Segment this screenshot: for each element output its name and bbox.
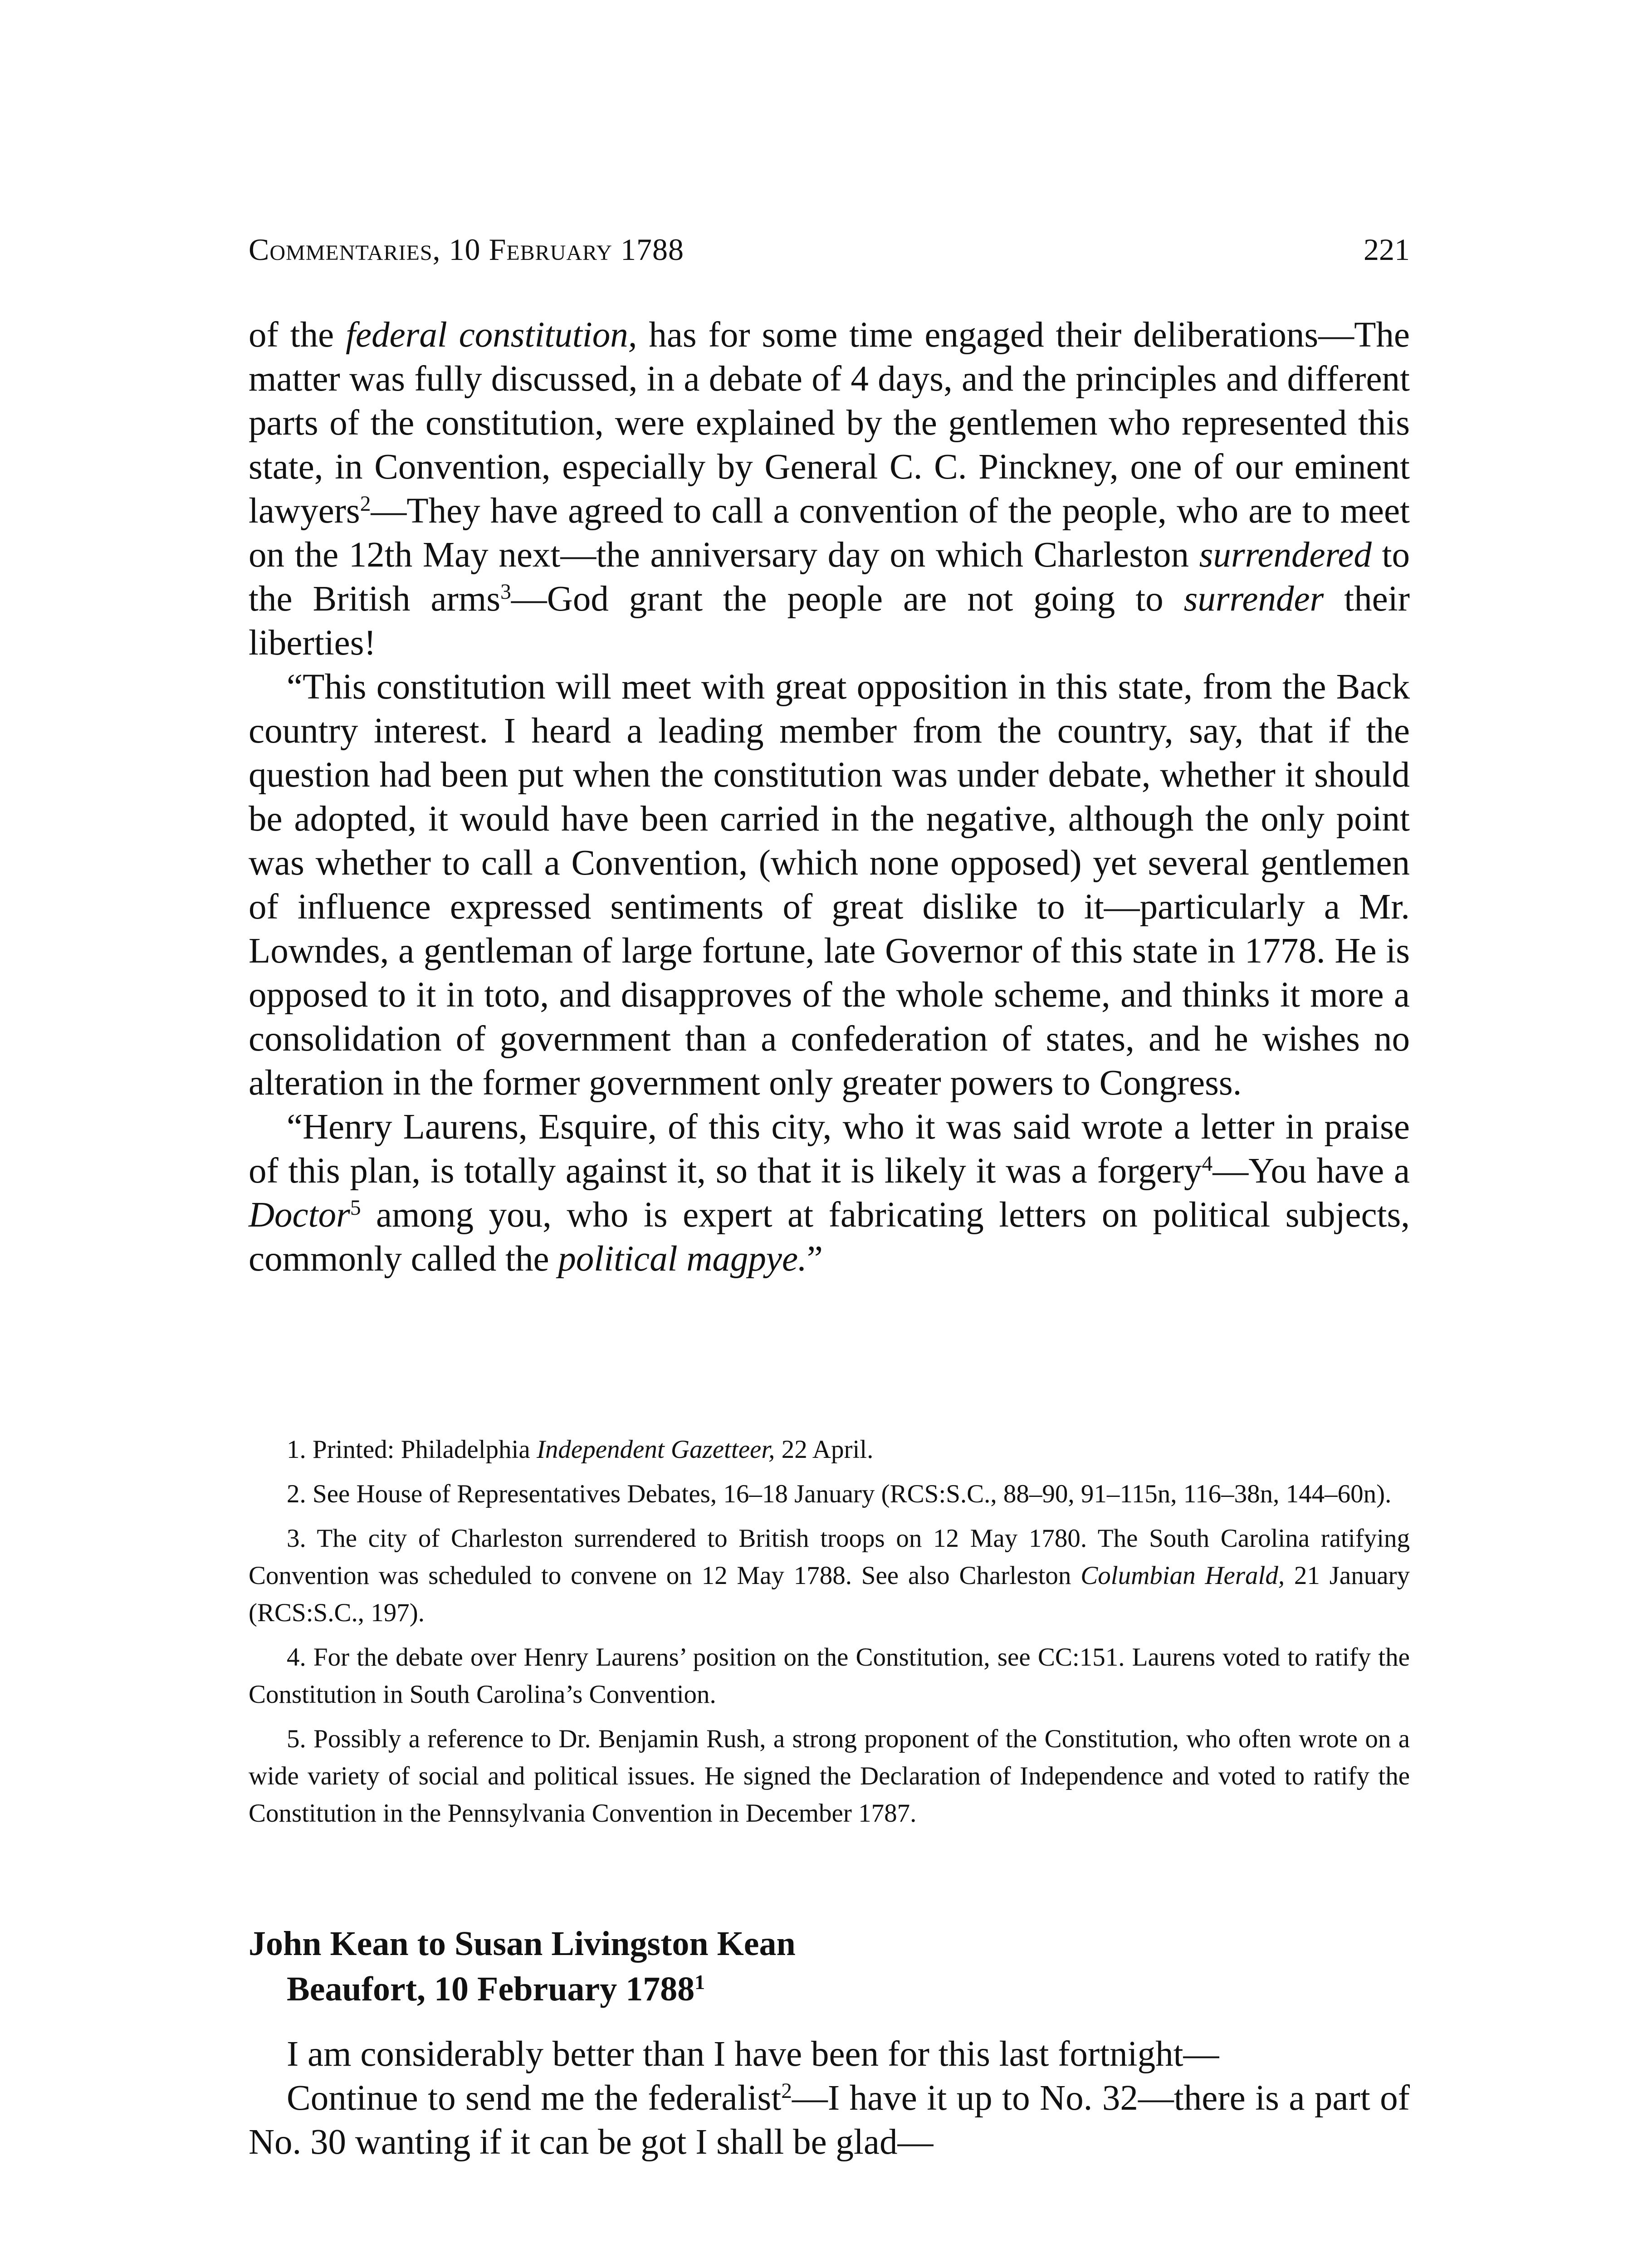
letter-paragraph-1: I am considerably better than I have been for this last fortnight— <box>287 2034 1219 2074</box>
text-run: —I have it up to No. 32—there is a part of No. 30 wanting if it can be got I shall be glad— <box>249 2078 1410 2162</box>
italic-text: federal constitution, <box>346 315 637 355</box>
footnote-3 <box>249 1520 1410 1632</box>
text-run: Continue to send me the federalist <box>287 2078 782 2118</box>
footnote-ref: 5 <box>350 1196 361 1220</box>
running-header <box>249 227 1410 272</box>
italic-text: surrender <box>1183 579 1324 619</box>
section-place-date <box>249 1966 1410 2012</box>
text-run: 21 January (RCS:S.C., 197). <box>249 1561 1410 1627</box>
paragraph-2: “This constitution will meet with great opposition in this state, from the Back country interest. I heard a leading member from the country, say, that if the question had been put when the constitution was under debate, whether it should be adopted, it would have been carried in the negative, although the only point was whether to call a Convention, (which none opposed) yet several gentlemen of influence expressed sentiments of great dislike to it—particularly a Mr. Lowndes, a gentleman of large fortune, late Governor of this state in 1778. He is opposed to it in toto, and disapproves of the whole scheme, and thinks it more a consolidation of government than a confederation of states, and he wishes no alteration in the former government only greater powers to Congress. <box>249 667 1410 1103</box>
text-run: “Henry Laurens, Esquire, of this city, who it was said wrote a letter in praise of this plan, is totally against it, so that it is likely it was a forgery <box>249 1107 1410 1191</box>
footnote-2: 2. See House of Representatives Debates, 16–18 January (RCS:S.C., 88–90, 91–115n, 116–38n, 144–60n). <box>287 1480 1392 1508</box>
text-run: —They have agreed to call a convention of the people, who are to meet on the 12th May next—the anniversary day on which Charleston <box>249 491 1410 575</box>
page-number: 221 <box>1364 232 1410 267</box>
text-run: 3. The city of Charleston surrendered to British troops on 12 May 1780. The South Carolina ratifying Convention was scheduled to convene on 12 May 1788. See also Charleston <box>249 1524 1410 1590</box>
section-title: John Kean to Susan Livingston Kean <box>249 1925 796 1963</box>
footnote-4: 4. For the debate over Henry Laurens’ position on the Constitution, see CC:151. Laurens voted to ratify the Constitution in South Carolina’s Convention. <box>249 1643 1410 1709</box>
text-run: their liberties! <box>249 579 1410 663</box>
italic-text: Independent Gazetteer, <box>536 1435 775 1464</box>
footnote-1 <box>249 1431 1410 1468</box>
body-text <box>249 313 1410 1281</box>
italic-text: political magpye. <box>558 1239 807 1279</box>
footnote-5: 5. Possibly a reference to Dr. Benjamin Rush, a strong proponent of the Constitution, who often wrote on a wide variety of social and political issues. He signed the Declaration of Independence and voted to ratify the Constitution in the Pennsylvania Convention in December 1787. <box>249 1725 1410 1828</box>
text-run: ” <box>807 1239 823 1279</box>
text-run: to the British arms <box>249 535 1410 619</box>
paragraph-1 <box>249 313 1410 665</box>
text-run: has for some time engaged their deliberations—The matter was fully discussed, in a debate of 4 days, and the principles and different parts of the constitution, were explained by the gentlemen who represented this state, in Convention, especially by General C. C. Pinckney, one of our eminent lawyers <box>249 315 1410 531</box>
letter-text <box>249 2032 1410 2164</box>
italic-text: Columbian Herald, <box>1081 1561 1285 1590</box>
text-run: —You have a <box>1213 1151 1410 1191</box>
text-run: of the <box>249 315 346 355</box>
italic-text: surrendered <box>1199 535 1372 575</box>
running-title: Commentaries, 10 February 1788 <box>249 232 684 267</box>
footnotes <box>249 1431 1410 1839</box>
text-run: 1. Printed: Philadelphia <box>287 1435 537 1464</box>
footnote-ref: 1 <box>694 1970 705 1994</box>
paragraph-3 <box>249 1105 1410 1281</box>
text-run: among you, who is expert at fabricating letters on political subjects, commonly called the <box>249 1195 1410 1279</box>
footnote-ref: 2 <box>781 2079 792 2103</box>
footnote-ref: 3 <box>500 580 511 604</box>
footnote-ref: 4 <box>1202 1152 1213 1176</box>
section-heading <box>249 1921 1410 2012</box>
letter-paragraph-2 <box>249 2076 1410 2164</box>
italic-text: Doctor <box>249 1195 350 1235</box>
place-date-text: Beaufort, 10 February 1788 <box>287 1970 695 2008</box>
text-run: 22 April. <box>775 1435 874 1464</box>
footnote-ref: 2 <box>360 492 371 516</box>
text-run: —God grant the people are not going to <box>511 579 1184 619</box>
